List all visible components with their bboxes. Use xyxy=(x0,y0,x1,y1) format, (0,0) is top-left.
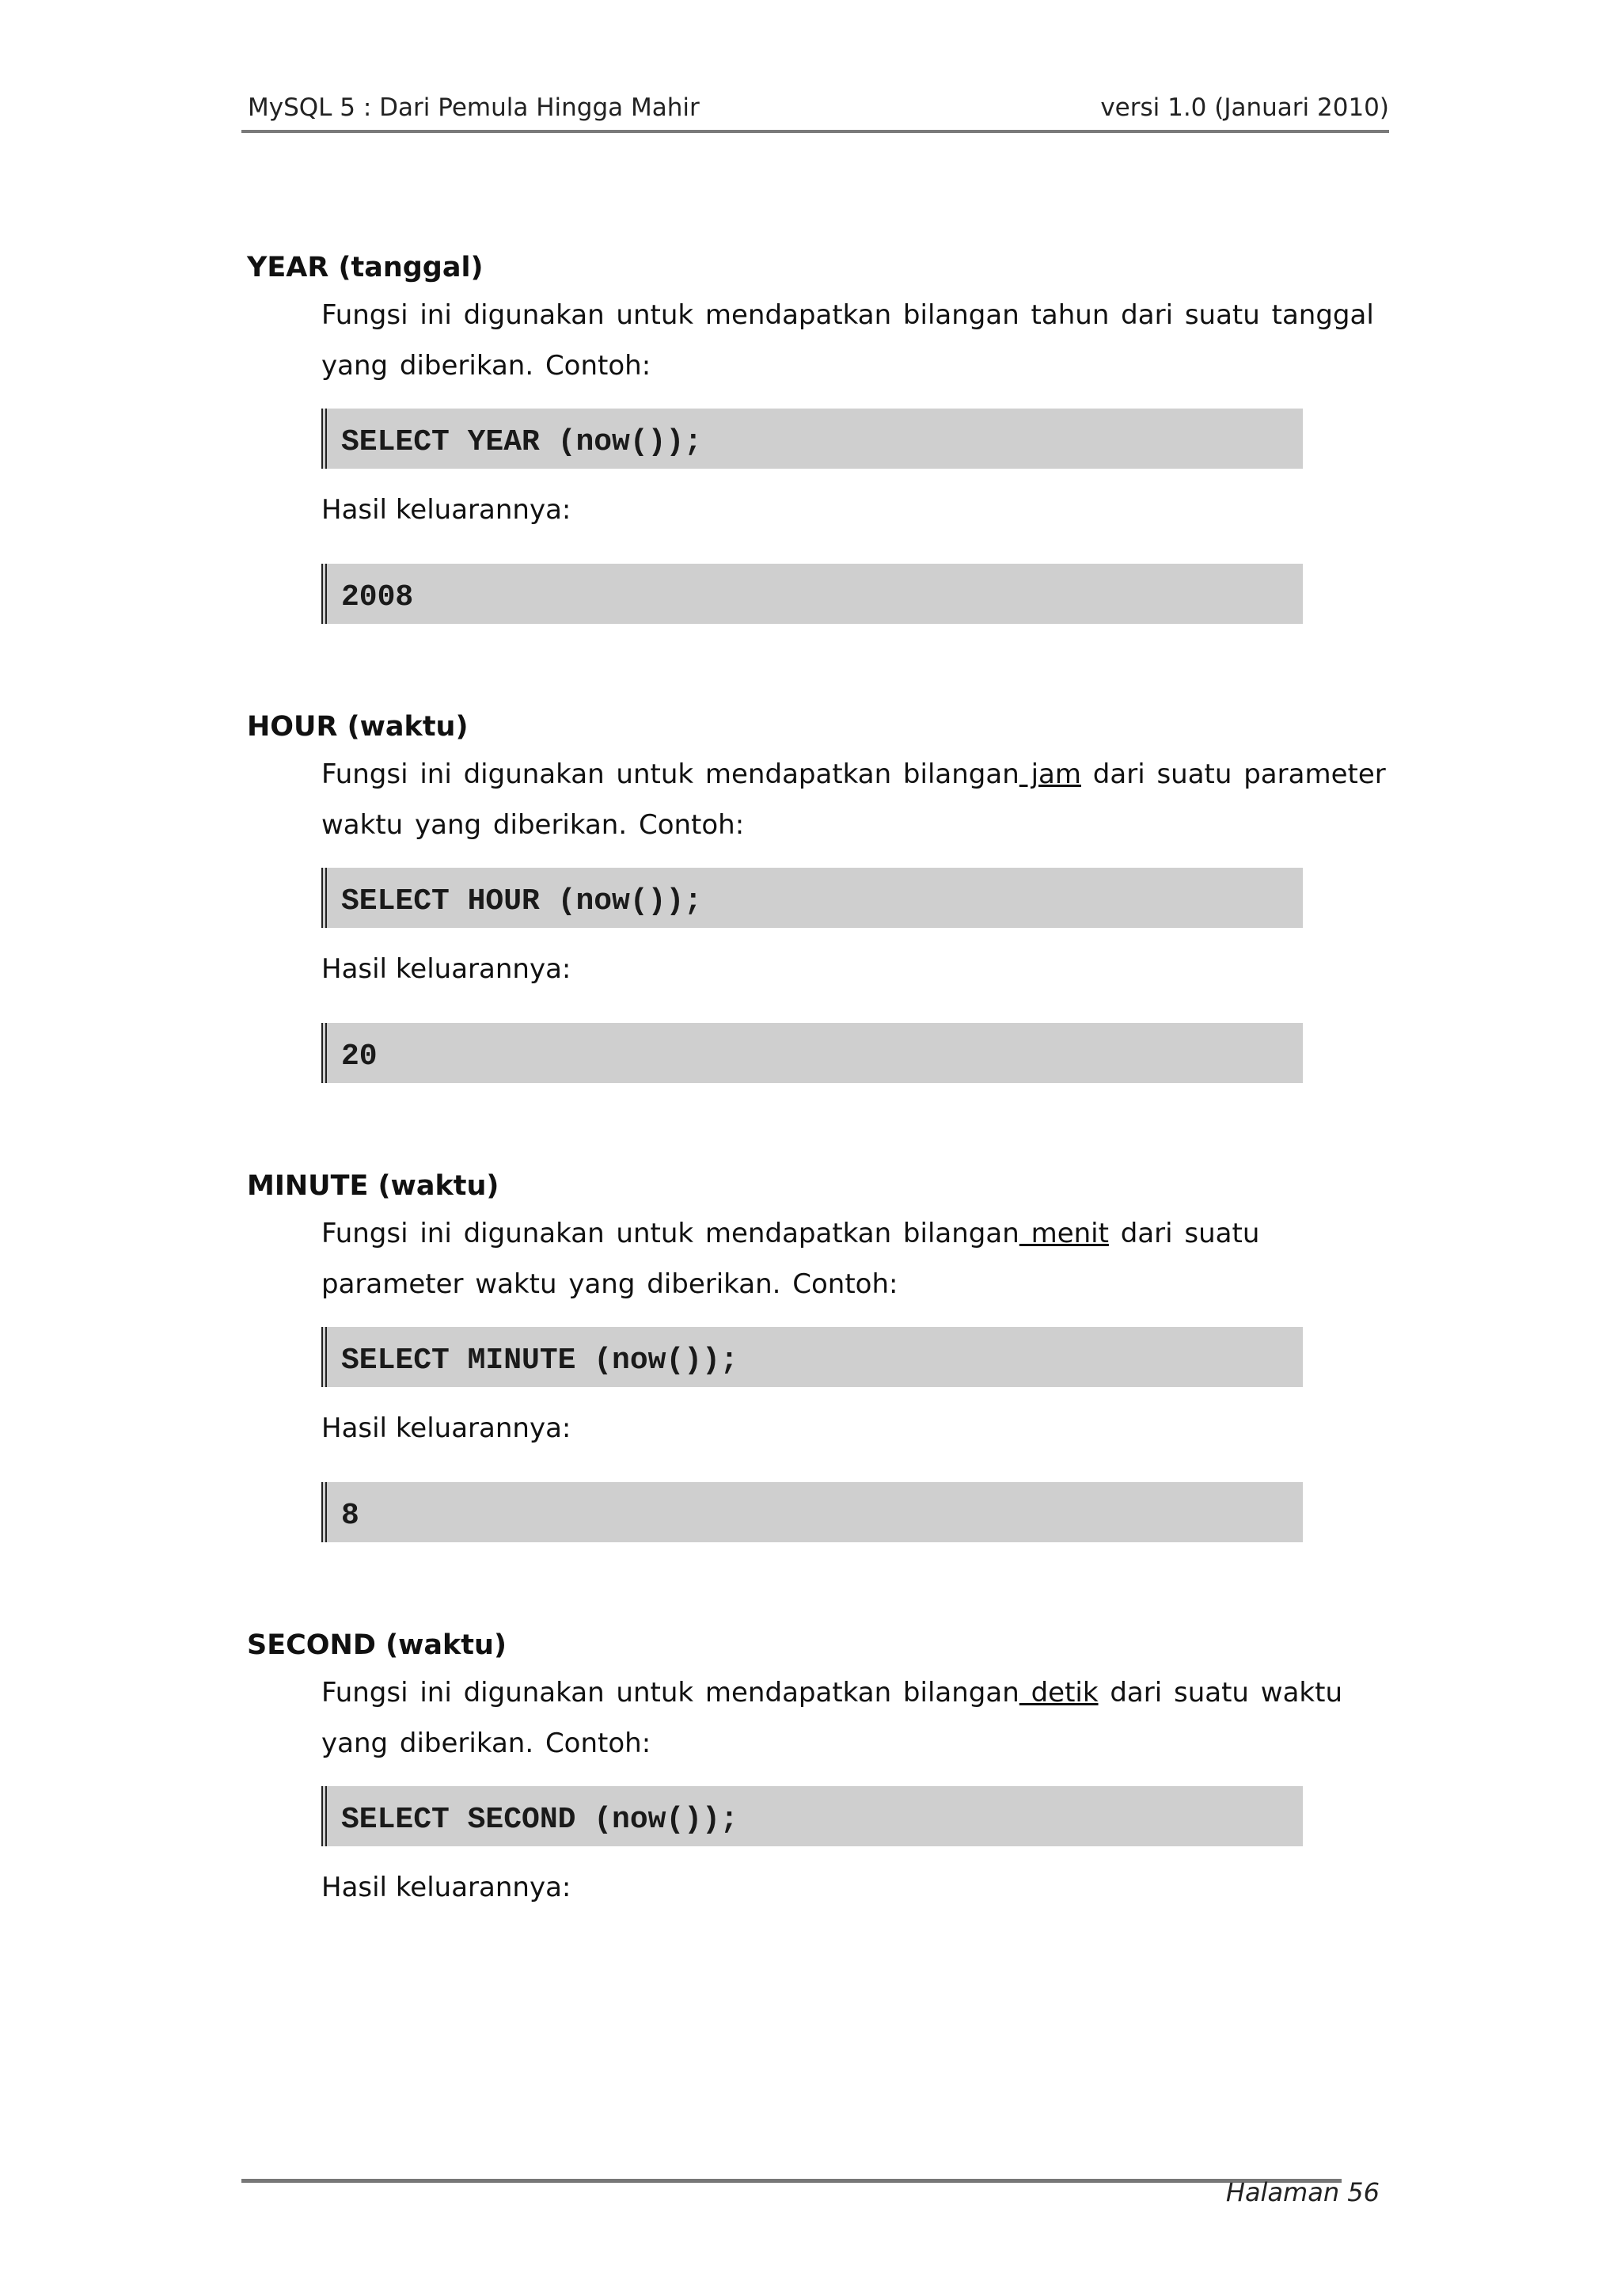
output-block xyxy=(321,1482,1303,1542)
keyword: menit xyxy=(1019,1218,1109,1249)
section-year xyxy=(247,245,1387,624)
code-text: SELECT SECOND (now()); xyxy=(341,1803,738,1837)
code-text: SELECT MINUTE (now()); xyxy=(341,1344,738,1378)
code-text: SELECT HOUR (now()); xyxy=(341,884,703,918)
output-text: 20 xyxy=(341,1040,378,1074)
output-block xyxy=(321,564,1303,624)
description-text: Fungsi ini digunakan untuk mendapatkan bilangan xyxy=(321,1218,1019,1249)
section-title: YEAR (tanggal) xyxy=(247,252,484,283)
output-label: Hasil keluarannya: xyxy=(321,1872,571,1903)
output-block xyxy=(321,1023,1303,1083)
section-title: HOUR (waktu) xyxy=(247,711,469,743)
footer-divider xyxy=(241,2179,1342,2183)
section-description xyxy=(321,749,1398,850)
output-label: Hasil keluarannya: xyxy=(321,494,571,526)
section-second xyxy=(247,1623,1387,1913)
section-hour xyxy=(247,705,1387,1083)
output-text: 2008 xyxy=(341,580,414,614)
code-block xyxy=(321,868,1303,928)
description-text: Fungsi ini digunakan untuk mendapatkan bilangan xyxy=(321,1677,1019,1709)
output-label: Hasil keluarannya: xyxy=(321,1412,571,1444)
output-text: 8 xyxy=(341,1499,359,1533)
description-text: dari suatu parameter xyxy=(1080,758,1386,790)
keyword: jam xyxy=(1019,758,1081,790)
header-divider xyxy=(241,130,1389,133)
page-header xyxy=(241,93,1389,130)
output-label: Hasil keluarannya: xyxy=(321,953,571,985)
code-text: SELECT YEAR (now()); xyxy=(341,425,703,459)
description-text: yang diberikan. Contoh: xyxy=(321,350,651,382)
page-number: Halaman 56 xyxy=(1225,2177,1380,2207)
section-description xyxy=(321,290,1398,391)
section-title: MINUTE (waktu) xyxy=(247,1170,499,1202)
page-content xyxy=(247,245,1387,1913)
code-block xyxy=(321,409,1303,469)
section-title: SECOND (waktu) xyxy=(247,1629,507,1661)
section-minute xyxy=(247,1164,1387,1542)
description-text: waktu yang diberikan. Contoh: xyxy=(321,809,745,841)
description-text: dari suatu waktu xyxy=(1098,1677,1343,1709)
description-text: yang diberikan. Contoh: xyxy=(321,1728,651,1759)
keyword: detik xyxy=(1019,1677,1099,1709)
code-block xyxy=(321,1786,1303,1846)
document-version: versi 1.0 (Januari 2010) xyxy=(1100,93,1389,122)
description-text: parameter waktu yang diberikan. Contoh: xyxy=(321,1268,898,1300)
section-description xyxy=(321,1667,1398,1769)
description-text: dari suatu xyxy=(1108,1218,1260,1249)
description-text: Fungsi ini digunakan untuk mendapatkan bilangan tahun dari suatu tanggal xyxy=(321,299,1374,331)
description-text: Fungsi ini digunakan untuk mendapatkan bilangan xyxy=(321,758,1019,790)
document-title: MySQL 5 : Dari Pemula Hingga Mahir xyxy=(248,93,700,122)
section-description xyxy=(321,1208,1398,1310)
code-block xyxy=(321,1327,1303,1387)
